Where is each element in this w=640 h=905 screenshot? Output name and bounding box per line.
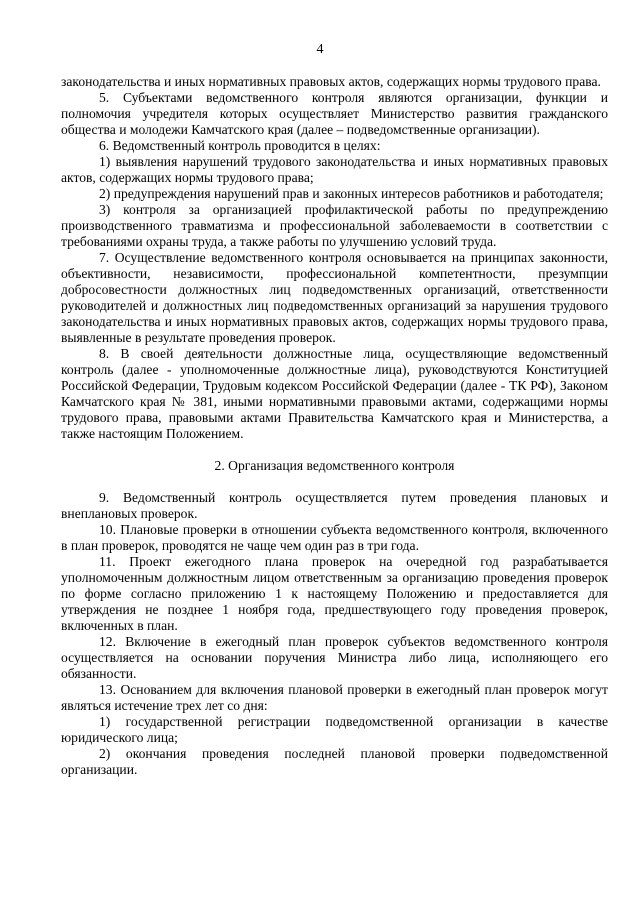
paragraph: 12. Включение в ежегодный план проверок субъектов ведомственного контроля осуществляется на основании поручения Министра либо лица, исполняющего его обязанности. — [61, 634, 608, 681]
paragraph: 3) контроля за организацией профилактической работы по предупреждению производственного травматизма и профессиональной заболеваемости в соответствии с требованиями охраны труда, а также работы по улучшению условий труда. — [61, 202, 608, 249]
paragraph: 11. Проект ежегодного плана проверок на очередной год разрабатывается уполномоченным должностным лицом ответственным за организацию проведения проверок по форме согласно приложению 1 к настоящему Положению и предоставляется для утверждения не позднее 1 ноября года, предшествующего году проведения проверок, включенных в план. — [61, 554, 608, 633]
paragraph: 1) государственной регистрации подведомственной организации в качестве юридического лица; — [61, 714, 608, 745]
page-number: 4 — [316, 42, 324, 57]
paragraph: 1) выявления нарушений трудового законодательства и иных нормативных правовых актов, содержащих нормы трудового права; — [61, 154, 608, 185]
paragraph: 5. Субъектами ведомственного контроля являются организации, функции и полномочия учредителя которых осуществляет Министерство развития гражданского общества и молодежи Камчатского края (далее – подведомственные организации). — [61, 90, 608, 137]
paragraph: 6. Ведомственный контроль проводится в целях: — [99, 138, 381, 153]
paragraph: 9. Ведомственный контроль осуществляется путем проведения плановых и внеплановых проверок. — [61, 490, 608, 521]
paragraph: 7. Осуществление ведомственного контроля основывается на принципах законности, объективности, независимости, профессиональной компетентности, презумпции добросовестности должностных лиц подведомственных организаций, ответственности руководителей и должностных лиц подведомственных организаций за нарушения трудового законодательства и иных нормативных правовых актов, содержащих нормы трудового права, выявленные в результате проведения проверок. — [61, 250, 608, 345]
paragraph: законодательства и иных нормативных правовых актов, содержащих нормы трудового права. — [61, 74, 601, 89]
section-heading: 2. Организация ведомственного контроля — [214, 458, 455, 473]
paragraph: 8. В своей деятельности должностные лица, осуществляющие ведомственный контроль (далее - уполномоченные должностные лица), руководствуются Конституцией Российской Федерации, Трудовым кодексом Российской Федерации (далее - ТК РФ), Законом Камчатского края № 381, иными нормативными правовыми актами, содержащими нормы трудового права, правовыми актами Правительства Камчатского края и Министерства, а также настоящим Положением. — [61, 346, 608, 441]
document-body — [61, 74, 608, 778]
paragraph: 13. Основанием для включения плановой проверки в ежегодный план проверок могут являться истечение трех лет со дня: — [61, 682, 608, 713]
paragraph: 2) окончания проведения последней плановой проверки подведомственной организации. — [61, 746, 608, 777]
paragraph: 10. Плановые проверки в отношении субъекта ведомственного контроля, включенного в план проверок, проводятся не чаще чем один раз в три года. — [61, 522, 608, 553]
paragraph: 2) предупреждения нарушений прав и законных интересов работников и работодателя; — [99, 186, 604, 201]
